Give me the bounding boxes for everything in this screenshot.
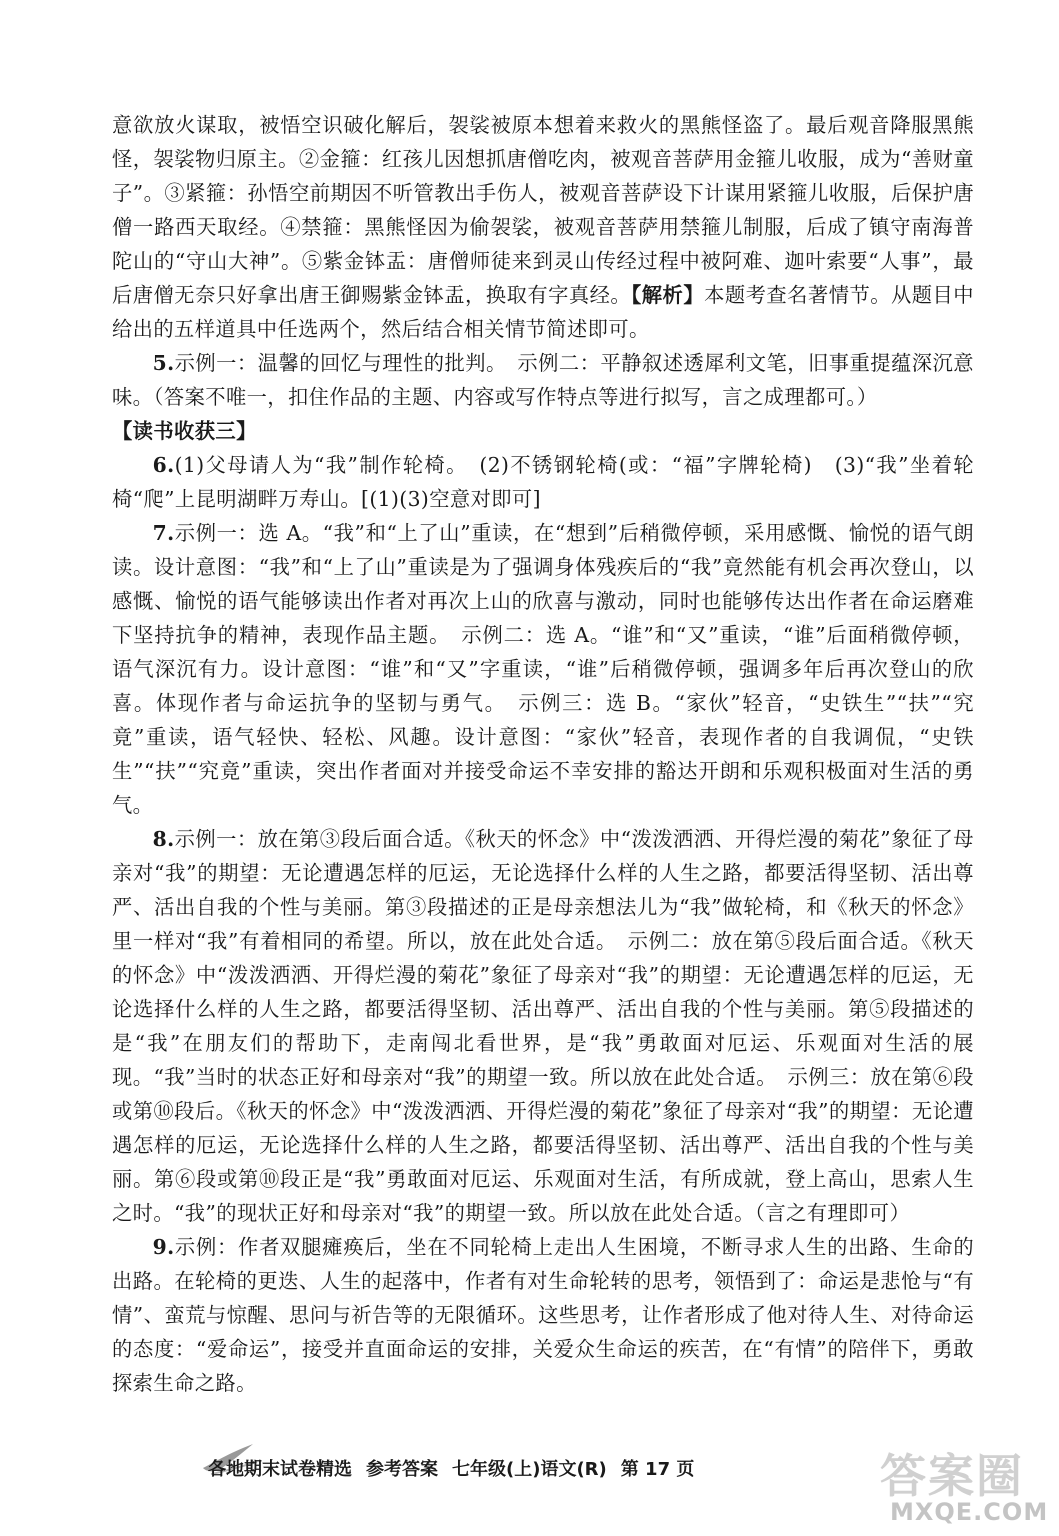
analysis-tag: 【解析】	[631, 283, 705, 307]
watermark-url: MXQE.COM	[890, 1498, 1049, 1526]
footer-section: 参考答案	[366, 1459, 438, 1480]
footer-book-title: 各地期末试卷精选	[208, 1459, 352, 1480]
answer-content	[112, 108, 974, 1400]
section-heading: 【读书收获三】	[112, 419, 257, 443]
footer-page-number: 第 17 页	[620, 1459, 695, 1480]
question-number: 8.	[152, 827, 175, 851]
footer-grade: 七年级(上)语文(R)	[452, 1459, 607, 1480]
answer-text: (1)父母请人为“我”制作轮椅。 (2)不锈钢轮椅(或：“福”字牌轮椅) (3)“我”坐着轮椅“爬”上昆明湖畔万寿山。[(1)(3)空意对即可]	[112, 453, 974, 511]
answer-5	[112, 346, 974, 414]
answer-8	[112, 822, 974, 1230]
answer-7	[112, 516, 974, 822]
analysis-text: 本题考查名著情节。从题目中给出的五样道具中任选两个，然后结合相关情节简述即可。	[112, 283, 974, 341]
question-number: 6.	[152, 453, 175, 477]
paragraph-continued	[112, 108, 974, 346]
answer-9	[112, 1230, 974, 1400]
answer-6	[112, 448, 974, 516]
answer-text: 示例一：放在第③段后面合适。《秋天的怀念》中“泼泼洒洒、开得烂漫的菊花”象征了母亲对“我”的期望：无论遭遇怎样的厄运，无论选择什么样的人生之路，都要活得坚韧、活出尊严、活出自我的个性与美丽。第③段描述的正是母亲想法儿为“我”做轮椅，和《秋天的怀念》里一样对“我”有着相同的希望。所以，放在此处合适。 示例二：放在第⑤段后面合适。《秋天的怀念》中“泼泼洒洒、开得烂漫的菊花”象征了母亲对“我”的期望：无论遭遇怎样的厄运，无论选择什么样的人生之路，都要活得坚韧、活出尊严、活出自我的个性与美丽。第⑤段描述的是“我”在朋友们的帮助下，走南闯北看世界，是“我”勇敢面对厄运、乐观面对生活的展现。“我”当时的状态正好和母亲对“我”的期望一致。所以放在此处合适。 示例三：放在第⑥段或第⑩段后。《秋天的怀念》中“泼泼洒洒、开得烂漫的菊花”象征了母亲对“我”的期望：无论遭遇怎样的厄运，无论选择什么样的人生之路，都要活得坚韧、活出尊严、活出自我的个性与美丽。第⑥段或第⑩段正是“我”勇敢面对厄运、乐观面对生活，有所成就，登上高山，思索人生之时。“我”的现状正好和母亲对“我”的期望一致。所以放在此处合适。（言之有理即可）	[112, 827, 974, 1225]
answer-text: 示例一：选 A。“我”和“上了山”重读，在“想到”后稍微停顿，采用感慨、愉悦的语气朗读。设计意图：“我”和“上了山”重读是为了强调身体残疾后的“我”竟然能有机会再次登山，以感慨、愉悦的语气能够读出作者对再次上山的欣喜与激动，同时也能够传达出作者在命运磨难下坚持抗争的精神，表现作品主题。 示例二：选 A。“谁”和“又”重读，“谁”后面稍微停顿，语气深沉有力。设计意图：“谁”和“又”字重读，“谁”后稍微停顿，强调多年后再次登山的欣喜。体现作者与命运抗争的坚韧与勇气。 示例三：选 B。“家伙”轻音，“史铁生”“扶”“究竟”重读，语气轻快、轻松、风趣。设计意图：“家伙”轻音，表现作者的自我调侃，“史铁生”“扶”“究竟”重读，突出作者面对并接受命运不幸安排的豁达开朗和乐观积极面对生活的勇气。	[112, 521, 974, 817]
watermark	[880, 1440, 1050, 1535]
answer-text: 示例：作者双腿瘫痪后，坐在不同轮椅上走出人生困境，不断寻求人生的出路、生命的出路。在轮椅的更迭、人生的起落中，作者有对生命轮转的思考，领悟到了：命运是悲怆与“有情”、蛮荒与惊醒、思问与祈告等的无限循环。这些思考，让作者形成了他对待人生、对待命运的态度：“爱命运”，接受并直面命运的安排，关爱众生命运的疾苦，在“有情”的陪伴下，勇敢探索生命之路。	[112, 1235, 974, 1395]
question-number: 5.	[152, 351, 175, 375]
question-number: 9.	[152, 1235, 175, 1259]
page-footer	[208, 1455, 828, 1481]
watermark-logo-text: 答案圈	[880, 1449, 1024, 1503]
paragraph-text: 意欲放火谋取，被悟空识破化解后，袈裟被原本想着来救火的黑熊怪盗了。最后观音降服黑熊怪，袈裟物归原主。②金箍：红孩儿因想抓唐僧吃肉，被观音菩萨用金箍儿收服，成为“善财童子”。③紧箍：孙悟空前期因不听管教出手伤人，被观音菩萨设下计谋用紧箍儿收服，后保护唐僧一路西天取经。④禁箍：黑熊怪因为偷袈裟，被观音菩萨用禁箍儿制服，后成了镇守南海普陀山的“守山大神”。⑤紫金钵盂：唐僧师徒来到灵山传经过程中被阿难、迦叶索要“人事”，最后唐僧无奈只好拿出唐王御赐紫金钵盂，换取有字真经。	[112, 113, 974, 307]
question-number: 7.	[152, 521, 175, 545]
answer-text: 示例一：温馨的回忆与理性的批判。 示例二：平静叙述透犀利文笔，旧事重提蕴深沉意味。（答案不唯一，扣住作品的主题、内容或写作特点等进行拟写，言之成理都可。）	[112, 351, 974, 409]
